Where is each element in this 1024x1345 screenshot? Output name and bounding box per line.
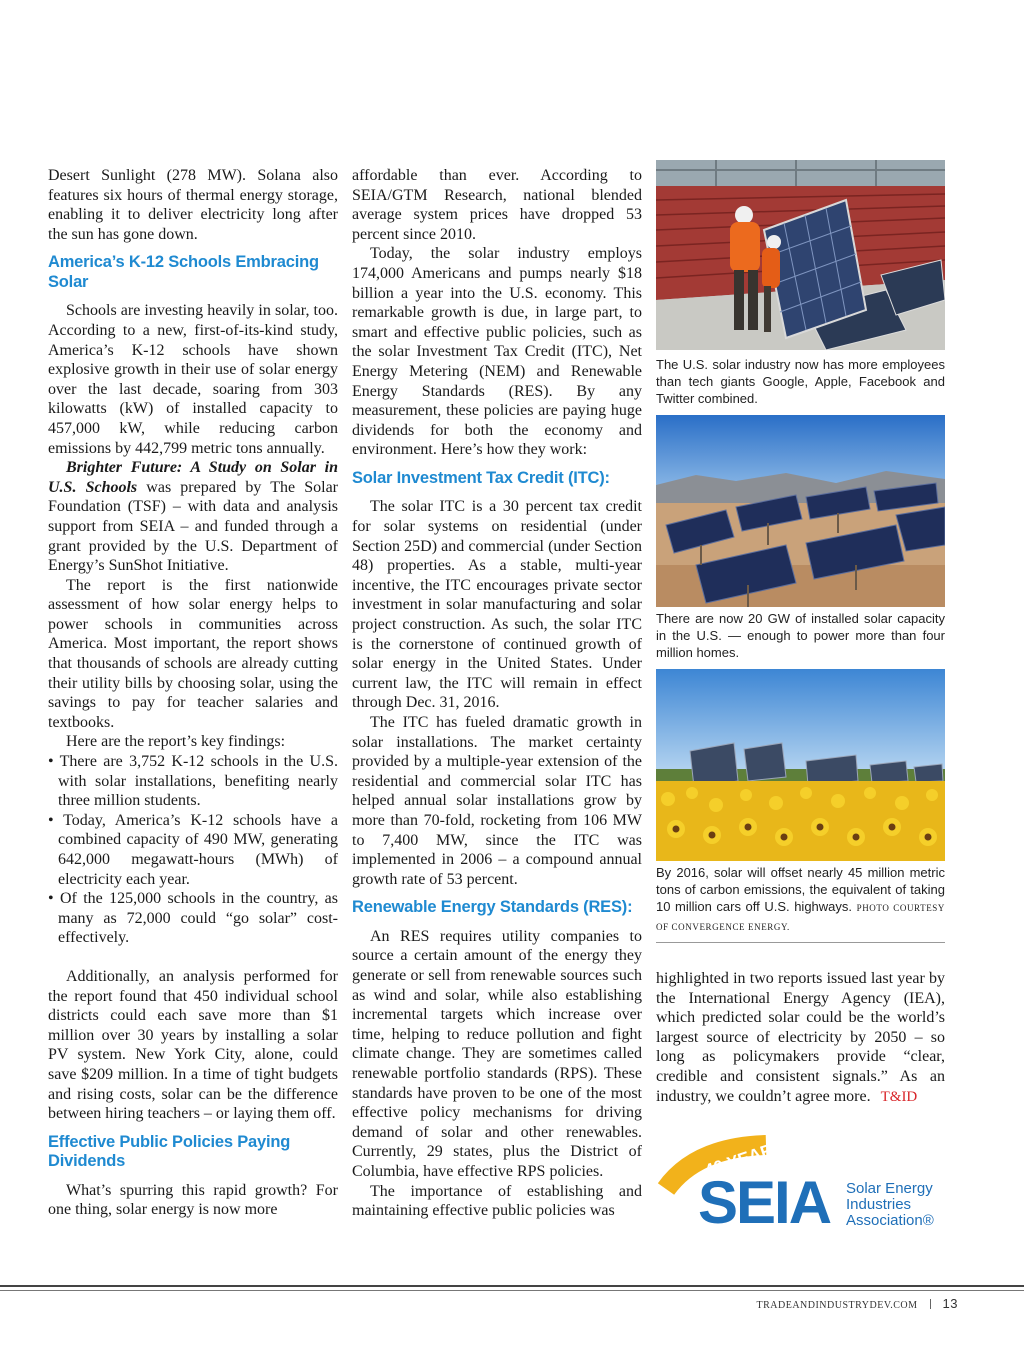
- page-number: 13: [942, 1296, 958, 1311]
- photo-sunflower-solar: [656, 669, 945, 861]
- footer: [756, 1296, 958, 1311]
- paragraph-itc-1: The solar ITC is a 30 percent tax credit for solar systems on residential (under Section 25D) and commercial (under Section 48) properties. As a stable, multi-year incentive, the ITC encourages private sector investment in solar manufacturing and solar project construction. As such, the solar ITC is the cornerstone of continued growth of solar energy in the United States. Under current law, the ITC will remain in effect through Dec. 31, 2016.: [352, 498, 642, 712]
- footer-site[interactable]: TRADEANDINDUSTRYDEV.COM: [756, 1300, 918, 1311]
- stadium-workers-image: [656, 160, 945, 350]
- spacer: [48, 948, 338, 967]
- seia-line-3: Association®: [846, 1212, 934, 1230]
- column-1: [48, 166, 338, 1220]
- paragraph-intro: Desert Sunlight (278 MW). Solana also features six hours of thermal energy storage, enabling it to deliver electricity long after the sun has gone down.: [48, 167, 338, 243]
- paragraph-res-1: An RES requires utility companies to source a certain amount of the energy they generate or sell from renewable sources such as wind and solar, while also establishing incremental targets which increase over time, helping to reduce pollution and fight climate change. They are sometimes called renewable portfolio standards (RPS). These standards have proven to be one of the most effective policy mechanisms for driving demand of solar and other renewables. Currently, 29 states, plus the District of Columbia, have effective RPS policies.: [352, 927, 642, 1180]
- paragraph-report: The report is the first nationwide assessment of how solar energy helps to power schools in communities across America. Most important, the report shows that thousands of schools are already cutting their utility bills by choosing solar, using the savings to pay for teacher salaries and textbooks.: [48, 576, 338, 731]
- list-item: • Of the 125,000 schools in the country, as many as 72,000 could “go solar” cost-effectively.: [48, 890, 338, 947]
- paragraph-res-2: The importance of establishing and maintaining effective public policies was: [352, 1182, 642, 1220]
- seia-logo: [656, 1129, 945, 1239]
- photo-credit: PHOTO COURTESY OF CONVERGENCE ENERGY.: [656, 903, 946, 932]
- footer-rule-bottom: [0, 1290, 1024, 1291]
- footer-rule-top: [0, 1285, 1024, 1287]
- caption-photo-2: There are now 20 GW of installed solar capacity in the U.S. — enough to power more than four million homes.: [656, 611, 945, 660]
- photo-stadium-workers: [656, 160, 945, 350]
- sunflower-solar-image: [656, 669, 945, 861]
- paragraph-findings-intro: Here are the report’s key findings:: [66, 733, 286, 751]
- caption-divider: [656, 942, 945, 943]
- paragraph-affordable: affordable than ever. According to SEIA/GTM Research, national blended average system prices have dropped 53 percent since 2010.: [352, 167, 642, 243]
- heading-effective-policies: Effective Public Policies Paying Dividends: [48, 1132, 291, 1171]
- list-item: • There are 3,752 K-12 schools in the U.S. with solar installations, benefiting nearly three million students.: [48, 753, 338, 810]
- column-3-text: [656, 969, 945, 1107]
- paragraph-spurring: What’s spurring this rapid growth? For one thing, solar energy is now more: [48, 1181, 338, 1219]
- seia-line-2: Industries: [846, 1196, 912, 1214]
- heading-itc: Solar Investment Tax Credit (ITC):: [352, 468, 610, 487]
- study-title: Brighter Future: A Study on Solar in U.S. Schools: [48, 459, 338, 496]
- paragraph-schools: Schools are investing heavily in solar, too. According to a new, first-of-its-kind study, America’s K-12 schools have shown explosive growth in their use of solar energy over the last decade, soaring from 303 kilowatts (kW) of installed capacity to 457,000 kW, while reducing carbon emissions by 442,799 metric tons annually.: [48, 302, 338, 457]
- seia-line-1: Solar Energy: [846, 1180, 933, 1198]
- paragraph-highlighted-text: highlighted in two reports issued last year by the International Energy Agency (IEA), which predicted solar could be the world’s largest source of electricity by 2050 – so long as policymakers provide “clear, credible and consistent signals.” As an industry, we couldn’t agree more.: [656, 970, 945, 1105]
- footer-separator: [930, 1299, 931, 1309]
- study-description: was prepared by The Solar Foundation (TSF) – with data and analysis support from SEIA – and funded through a grant provided by the U.S. Department of Energy’s SunShot Initiative.: [48, 478, 338, 575]
- photo-desert-solar: [656, 415, 945, 607]
- end-mark: T&ID: [880, 1088, 918, 1105]
- caption-photo-3-text: By 2016, solar will offset nearly 45 million metric tons of carbon emissions, the equivalent of taking 10 million cars off U.S. highways.: [656, 865, 945, 914]
- list-item: • Today, America’s K-12 schools have a combined capacity of 490 MW, generating 642,000 megawatt-hours (MWh) of electricity each year.: [48, 811, 338, 888]
- paragraph-study: [48, 458, 338, 576]
- column-2: [352, 166, 642, 1221]
- paragraph-additionally: Additionally, an analysis performed for the report found that 450 individual school districts could each save more than $1 million over 30 years by installing a solar PV system. New York City, alone, could save $209 million. In a time of tight budgets and rising costs, solar can be the difference between hiring teachers – or laying them off.: [48, 967, 338, 1123]
- heading-res: Renewable Energy Standards (RES):: [352, 898, 633, 917]
- paragraph-today: Today, the solar industry employs 174,000 Americans and pumps nearly $18 billion a year into the U.S. economy. This remarkable growth is due, in large part, to smart and effective public policies, such as the solar Investment Tax Credit (ITC), Net Energy Metering (NEM) and Renewable Energy Standards (RES). By any measurement, these policies are paying huge dividends for both the economy and environment. Here’s how they work:: [352, 245, 642, 459]
- paragraph-highlighted: [656, 969, 945, 1107]
- caption-photo-1: The U.S. solar industry now has more employees than tech giants Google, Apple, Facebook and Twitter combined.: [656, 357, 945, 406]
- findings-list: [48, 752, 338, 948]
- seia-banner-text: 40 YEARS: [702, 1136, 787, 1181]
- paragraph-itc-2: The ITC has fueled dramatic growth in solar installations. The market certainty provided by a multiple-year extension of the residential and commercial solar ITC has helped annual solar installations grow by more than 70-fold, rocketing from 106 MW to 7,400 MW, since the ITC was implemented in 2006 – a compound annual growth rate of 53 percent.: [352, 713, 642, 888]
- seia-logo-graphic: [656, 1129, 945, 1239]
- caption-photo-3: [656, 864, 945, 936]
- column-3: [656, 166, 945, 1239]
- seia-wordmark: SEIA: [698, 1169, 831, 1237]
- heading-k12-schools: America’s K-12 Schools Embracing Solar: [48, 253, 319, 291]
- desert-solar-image: [656, 415, 945, 607]
